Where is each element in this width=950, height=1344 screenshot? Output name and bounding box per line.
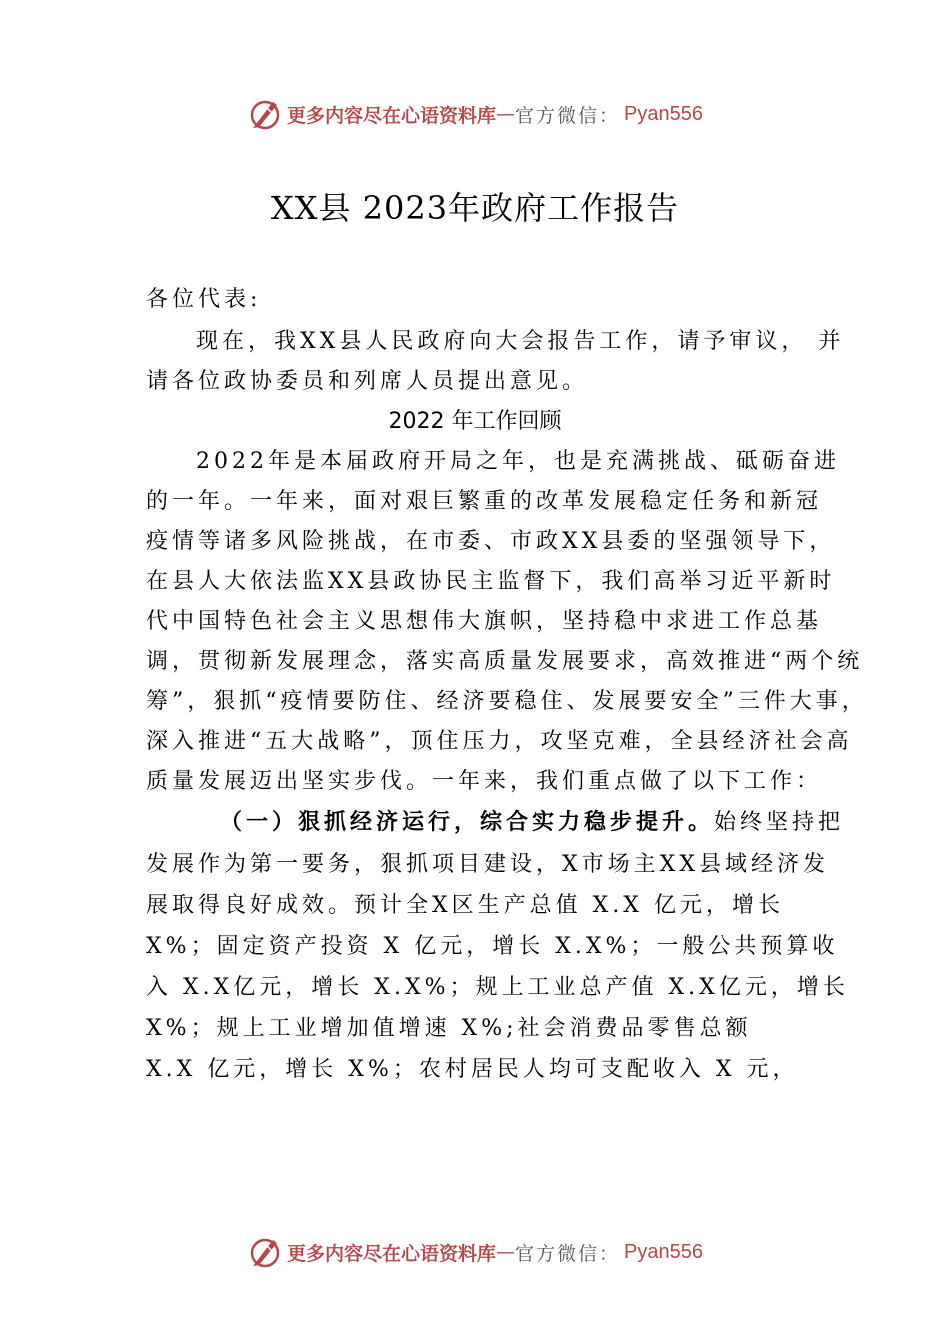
paragraph-line-3: 2022年是本届政府开局之年，也是充满挑战、砥砺奋进 [196, 449, 840, 474]
paragraph-line-17: X.X 亿元，增长 X%；农村居民人均可支配收入 X 元， [146, 1057, 799, 1082]
paragraph-line-14: X%；固定资产投资 X 亿元，增长 X.X%；一般公共预算收 [146, 934, 839, 959]
quill-circle-icon [247, 1234, 283, 1270]
watermark-wechat-id: Pyan556 [624, 102, 703, 125]
paragraph-line-6: 在县人大依法监XX县政协民主监督下，我们高举习近平新时 [146, 569, 836, 594]
paragraph-line-16: X%；规上工业增加值增速 X%;社会消费品零售总额 [146, 1016, 752, 1041]
item-1-heading: （一）狠抓经济运行，综合实力稳步提升。 [220, 809, 715, 835]
paragraph-line-4: 的一年。一年来，面对艰巨繁重的改革发展稳定任务和新冠 [146, 489, 823, 514]
watermark-header [0, 94, 950, 134]
watermark-footer [0, 1232, 950, 1272]
watermark-brand: 更多内容尽在心语资料库 [287, 104, 497, 127]
paragraph-line-13: 展取得良好成效。预计全X区生产总值 X.X 亿元，增长 [146, 893, 784, 918]
paragraph-line-11: 质量发展迈出坚实步伐。一年来，我们重点做了以下工作： [146, 769, 823, 794]
item-1-line [220, 802, 900, 842]
paragraph-line-8: 调，贯彻新发展理念，落实高质量发展要求，高效推进“两个统 [146, 649, 864, 674]
paragraph-line-5: 疫情等诸多风险挑战，在市委、市政XX县委的坚强领导下， [146, 529, 836, 554]
quill-circle-icon [247, 96, 283, 132]
paragraph-line-9: 筹”，狠抓“疫情要防住、经济要稳住、发展要安全”三件大事， [146, 689, 868, 714]
watermark-brand: 更多内容尽在心语资料库 [287, 1242, 497, 1265]
paragraph-line-15: 入 X.X亿元，增长 X.X%；规上工业总产值 X.X亿元，增长 [146, 975, 849, 1000]
document-title: XX县 2023年政府工作报告 [270, 189, 680, 227]
paragraph-line-12: 发展作为第一要务，狠抓项目建设，X市场主XX县域经济发 [146, 852, 829, 877]
greeting: 各位代表: [146, 287, 262, 312]
paragraph-line-10: 深入推进“五大战略”，顶住压力，攻坚克难，全县经济社会高 [146, 729, 853, 754]
item-1-tail: 始终坚持把 [714, 810, 845, 835]
watermark-wechat-label: 官方微信： [515, 1242, 621, 1265]
paragraph-line-1: 现在，我XX县人民政府向大会报告工作，请予审议， 并 [196, 329, 845, 354]
paragraph-line-2: 请各位政协委员和列席人员提出意见。 [146, 369, 589, 394]
watermark-dash: — [496, 103, 516, 125]
watermark-wechat-label: 官方微信： [515, 104, 621, 127]
paragraph-line-7: 代中国特色社会主义思想伟大旗帜，坚持稳中求进工作总基 [146, 609, 823, 634]
watermark-dash: — [496, 1241, 516, 1263]
watermark-wechat-id: Pyan556 [624, 1240, 703, 1263]
section-heading: 2022 年工作回顾 [388, 409, 562, 434]
